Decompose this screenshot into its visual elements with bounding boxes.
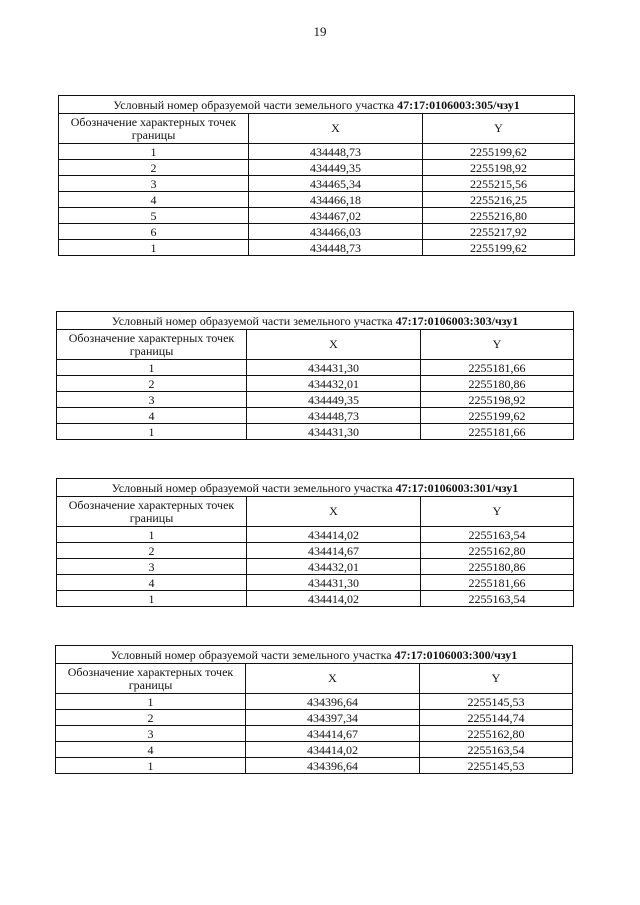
y-cell: 2255198,92: [423, 160, 575, 176]
header-point: Обозначение характерных точек границы: [56, 664, 246, 694]
y-cell: 2255162,80: [421, 543, 574, 559]
x-cell: 434466,18: [249, 192, 423, 208]
table-row: [57, 424, 574, 440]
x-cell: 434414,02: [246, 742, 420, 758]
y-cell: 2255145,53: [420, 694, 573, 710]
y-cell: 2255217,92: [423, 224, 575, 240]
header-x: X: [247, 330, 421, 360]
point-cell: 1: [57, 360, 247, 376]
y-cell: 2255145,53: [420, 758, 573, 774]
caption-prefix: Условный номер образуемой части земельного участка: [111, 313, 393, 328]
parcel-number: 47:17:0106003:301/чзу1: [395, 480, 519, 495]
x-cell: 434449,35: [249, 160, 423, 176]
table-row: [57, 408, 574, 424]
caption-prefix: Условный номер образуемой части земельного участка: [113, 97, 395, 112]
table-row: [59, 240, 575, 256]
x-cell: 434414,02: [247, 591, 421, 607]
table-row: [59, 144, 575, 160]
table-row: [57, 575, 574, 591]
table-header-row: [57, 330, 574, 360]
y-cell: 2255180,86: [421, 376, 574, 392]
point-cell: 3: [57, 559, 247, 575]
point-cell: 5: [59, 208, 249, 224]
table-row: [59, 224, 575, 240]
point-cell: 2: [57, 543, 247, 559]
parcel-number: 47:17:0106003:305/чзу1: [397, 97, 520, 112]
x-cell: 434414,67: [246, 726, 420, 742]
y-cell: 2255181,66: [421, 575, 574, 591]
x-cell: 434465,34: [249, 176, 423, 192]
y-cell: 2255199,62: [423, 240, 575, 256]
table-caption: [56, 646, 573, 664]
y-cell: 2255198,92: [421, 392, 574, 408]
coordinates-table: [55, 645, 573, 774]
y-cell: 2255216,80: [423, 208, 575, 224]
table-row: [57, 360, 574, 376]
x-cell: 434414,67: [247, 543, 421, 559]
table-row: [56, 742, 573, 758]
point-cell: 1: [59, 240, 249, 256]
y-cell: 2255180,86: [421, 559, 574, 575]
y-cell: 2255181,66: [421, 424, 574, 440]
y-cell: 2255144,74: [420, 710, 573, 726]
coordinates-table: [56, 311, 574, 440]
point-cell: 3: [56, 726, 246, 742]
coordinates-table: [56, 478, 574, 607]
x-cell: 434448,73: [249, 144, 423, 160]
table-row: [56, 710, 573, 726]
y-cell: 2255162,80: [420, 726, 573, 742]
y-cell: 2255215,56: [423, 176, 575, 192]
y-cell: 2255199,62: [421, 408, 574, 424]
caption-prefix: Условный номер образуемой части земельного участка: [111, 480, 393, 495]
page-number: 19: [313, 24, 327, 39]
point-cell: 2: [56, 710, 246, 726]
x-cell: 434397,34: [246, 710, 420, 726]
y-cell: 2255163,54: [421, 591, 574, 607]
header-x: X: [246, 664, 420, 694]
point-cell: 4: [57, 575, 247, 591]
y-cell: 2255181,66: [421, 360, 574, 376]
y-cell: 2255199,62: [423, 144, 575, 160]
point-cell: 4: [56, 742, 246, 758]
point-cell: 3: [59, 176, 249, 192]
table-caption: [57, 479, 574, 497]
x-cell: 434396,64: [246, 694, 420, 710]
table-row: [56, 758, 573, 774]
y-cell: 2255216,25: [423, 192, 575, 208]
point-cell: 1: [57, 527, 247, 543]
header-x: X: [247, 497, 421, 527]
table-header-row: [59, 114, 575, 144]
x-cell: 434448,73: [247, 408, 421, 424]
x-cell: 434467,02: [249, 208, 423, 224]
x-cell: 434431,30: [247, 360, 421, 376]
table-caption-row: [57, 312, 574, 330]
x-cell: 434431,30: [247, 424, 421, 440]
table-row: [59, 160, 575, 176]
point-cell: 6: [59, 224, 249, 240]
table-row: [59, 176, 575, 192]
table-header-row: [57, 497, 574, 527]
table-header-row: [56, 664, 573, 694]
x-cell: 434448,73: [249, 240, 423, 256]
table-row: [57, 527, 574, 543]
header-point: Обозначение характерных точек границы: [57, 330, 247, 360]
point-cell: 4: [57, 408, 247, 424]
table-row: [57, 376, 574, 392]
x-cell: 434466,03: [249, 224, 423, 240]
point-cell: 1: [57, 424, 247, 440]
x-cell: 434449,35: [247, 392, 421, 408]
x-cell: 434432,01: [247, 559, 421, 575]
coordinates-table: [58, 95, 575, 256]
point-cell: 2: [57, 376, 247, 392]
table-row: [57, 559, 574, 575]
x-cell: 434396,64: [246, 758, 420, 774]
table-row: [59, 208, 575, 224]
parcel-number: 47:17:0106003:303/чзу1: [395, 313, 519, 328]
point-cell: 2: [59, 160, 249, 176]
y-cell: 2255163,54: [420, 742, 573, 758]
point-cell: 1: [57, 591, 247, 607]
caption-prefix: Условный номер образуемой части земельного участка: [110, 647, 392, 662]
y-cell: 2255163,54: [421, 527, 574, 543]
x-cell: 434432,01: [247, 376, 421, 392]
table-row: [56, 694, 573, 710]
parcel-number: 47:17:0106003:300/чзу1: [394, 647, 518, 662]
header-y: Y: [420, 664, 573, 694]
table-caption: [59, 96, 575, 114]
header-y: Y: [421, 497, 574, 527]
header-y: Y: [421, 330, 574, 360]
table-row: [57, 392, 574, 408]
table-caption: [57, 312, 574, 330]
header-x: X: [249, 114, 423, 144]
point-cell: 1: [56, 694, 246, 710]
point-cell: 1: [56, 758, 246, 774]
header-point: Обозначение характерных точек границы: [59, 114, 249, 144]
x-cell: 434414,02: [247, 527, 421, 543]
table-row: [56, 726, 573, 742]
table-row: [57, 543, 574, 559]
table-row: [59, 192, 575, 208]
point-cell: 1: [59, 144, 249, 160]
header-point: Обозначение характерных точек границы: [57, 497, 247, 527]
x-cell: 434431,30: [247, 575, 421, 591]
point-cell: 4: [59, 192, 249, 208]
table-caption-row: [57, 479, 574, 497]
table-caption-row: [59, 96, 575, 114]
table-row: [57, 591, 574, 607]
table-caption-row: [56, 646, 573, 664]
header-y: Y: [423, 114, 575, 144]
point-cell: 3: [57, 392, 247, 408]
